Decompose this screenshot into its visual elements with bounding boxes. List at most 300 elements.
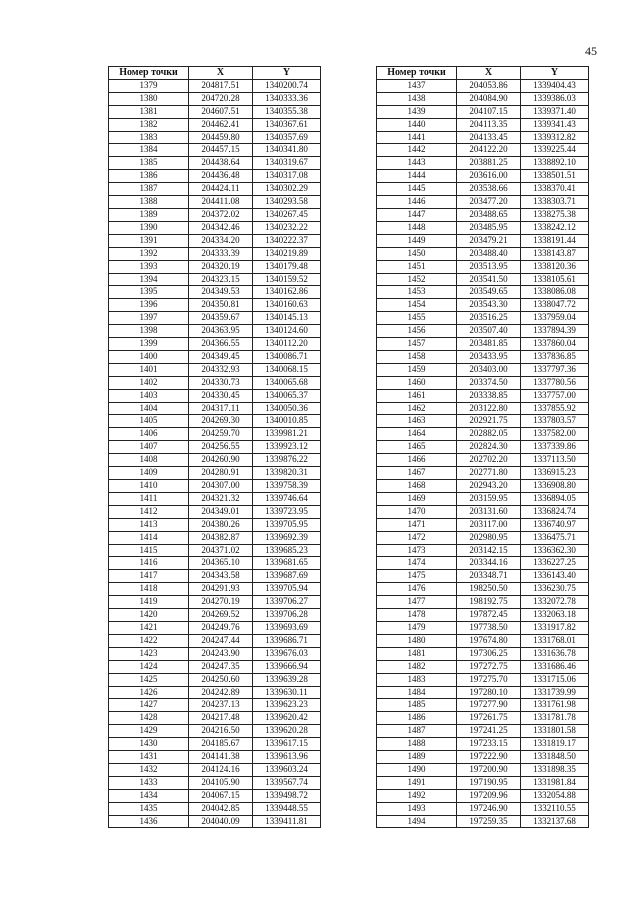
x-coordinate-cell: 204320.19 [189, 260, 253, 273]
table-body-left [109, 79, 321, 828]
point-number-cell: 1437 [377, 79, 457, 92]
x-coordinate-cell: 197872.45 [457, 609, 521, 622]
table-row [377, 157, 589, 170]
table-row [377, 751, 589, 764]
table-row [109, 583, 321, 596]
table-row [377, 350, 589, 363]
y-coordinate-cell: 1339705.94 [253, 583, 321, 596]
point-number-cell: 1408 [109, 454, 189, 467]
y-coordinate-cell: 1339758.39 [253, 480, 321, 493]
y-coordinate-cell: 1339613.96 [253, 751, 321, 764]
y-coordinate-cell: 1339666.94 [253, 660, 321, 673]
page-number: 45 [585, 44, 597, 58]
point-number-cell: 1424 [109, 660, 189, 673]
y-coordinate-cell: 1339603.24 [253, 763, 321, 776]
table-row [377, 660, 589, 673]
y-coordinate-cell: 1339681.65 [253, 557, 321, 570]
x-coordinate-cell: 204349.01 [189, 505, 253, 518]
point-number-cell: 1484 [377, 686, 457, 699]
x-coordinate-cell: 197306.25 [457, 647, 521, 660]
table-row [109, 673, 321, 686]
table-row [109, 170, 321, 183]
y-coordinate-cell: 1340145.13 [253, 312, 321, 325]
point-number-cell: 1402 [109, 376, 189, 389]
table-row [377, 183, 589, 196]
point-number-cell: 1404 [109, 402, 189, 415]
table-row [377, 325, 589, 338]
table-row [377, 170, 589, 183]
point-number-cell: 1389 [109, 208, 189, 221]
y-coordinate-cell: 1339498.72 [253, 789, 321, 802]
point-number-cell: 1434 [109, 789, 189, 802]
x-coordinate-cell: 204250.60 [189, 673, 253, 686]
point-number-cell: 1491 [377, 776, 457, 789]
table-row [109, 234, 321, 247]
x-coordinate-cell: 204307.00 [189, 480, 253, 493]
x-coordinate-cell: 202980.95 [457, 531, 521, 544]
x-coordinate-cell: 202702.20 [457, 454, 521, 467]
header-x: X [457, 67, 521, 80]
x-coordinate-cell: 204185.67 [189, 738, 253, 751]
table-row [377, 299, 589, 312]
y-coordinate-cell: 1331768.01 [521, 634, 589, 647]
point-number-cell: 1494 [377, 815, 457, 828]
point-number-cell: 1384 [109, 144, 189, 157]
point-number-cell: 1410 [109, 480, 189, 493]
x-coordinate-cell: 197259.35 [457, 815, 521, 828]
y-coordinate-cell: 1339312.82 [521, 131, 589, 144]
x-coordinate-cell: 204256.55 [189, 441, 253, 454]
table-row [109, 480, 321, 493]
point-number-cell: 1394 [109, 273, 189, 286]
y-coordinate-cell: 1337339.86 [521, 441, 589, 454]
point-number-cell: 1380 [109, 92, 189, 105]
y-coordinate-cell: 1337582.00 [521, 428, 589, 441]
table-row [109, 660, 321, 673]
table-row [377, 647, 589, 660]
x-coordinate-cell: 203538.66 [457, 183, 521, 196]
y-coordinate-cell: 1340162.86 [253, 286, 321, 299]
x-coordinate-cell: 204053.86 [457, 79, 521, 92]
y-coordinate-cell: 1331715.06 [521, 673, 589, 686]
x-coordinate-cell: 204359.67 [189, 312, 253, 325]
y-coordinate-cell: 1336227.25 [521, 557, 589, 570]
y-coordinate-cell: 1339639.28 [253, 673, 321, 686]
table-row [377, 686, 589, 699]
table-row [377, 480, 589, 493]
table-row [109, 441, 321, 454]
point-number-cell: 1405 [109, 415, 189, 428]
x-coordinate-cell: 204317.11 [189, 402, 253, 415]
point-number-cell: 1442 [377, 144, 457, 157]
y-coordinate-cell: 1339386.03 [521, 92, 589, 105]
x-coordinate-cell: 204321.32 [189, 492, 253, 505]
y-coordinate-cell: 1339371.40 [521, 105, 589, 118]
table-row [377, 105, 589, 118]
table-row [109, 325, 321, 338]
x-coordinate-cell: 197277.90 [457, 699, 521, 712]
point-number-cell: 1423 [109, 647, 189, 660]
point-number-cell: 1461 [377, 389, 457, 402]
x-coordinate-cell: 203549.65 [457, 286, 521, 299]
point-number-cell: 1388 [109, 196, 189, 209]
point-number-cell: 1463 [377, 415, 457, 428]
y-coordinate-cell: 1340367.61 [253, 118, 321, 131]
x-coordinate-cell: 203541.50 [457, 273, 521, 286]
x-coordinate-cell: 204247.35 [189, 660, 253, 673]
table-row [109, 454, 321, 467]
table-row [109, 312, 321, 325]
x-coordinate-cell: 203477.20 [457, 196, 521, 209]
table-row [109, 763, 321, 776]
table-row [109, 273, 321, 286]
point-number-cell: 1440 [377, 118, 457, 131]
x-coordinate-cell: 204107.15 [457, 105, 521, 118]
x-coordinate-cell: 202921.75 [457, 415, 521, 428]
table-row [377, 467, 589, 480]
point-number-cell: 1447 [377, 208, 457, 221]
table-row [377, 286, 589, 299]
y-coordinate-cell: 1340222.37 [253, 234, 321, 247]
table-row [377, 208, 589, 221]
x-coordinate-cell: 204334.20 [189, 234, 253, 247]
y-coordinate-cell: 1339692.39 [253, 531, 321, 544]
table-header-row [109, 67, 321, 80]
table-row [109, 531, 321, 544]
x-coordinate-cell: 204113.35 [457, 118, 521, 131]
point-number-cell: 1399 [109, 338, 189, 351]
y-coordinate-cell: 1338191.44 [521, 234, 589, 247]
x-coordinate-cell: 204269.52 [189, 609, 253, 622]
point-number-cell: 1446 [377, 196, 457, 209]
x-coordinate-cell: 203122.80 [457, 402, 521, 415]
x-coordinate-cell: 204342.46 [189, 221, 253, 234]
table-row [377, 763, 589, 776]
x-coordinate-cell: 204330.45 [189, 389, 253, 402]
point-number-cell: 1395 [109, 286, 189, 299]
point-number-cell: 1443 [377, 157, 457, 170]
y-coordinate-cell: 1340200.74 [253, 79, 321, 92]
point-number-cell: 1460 [377, 376, 457, 389]
x-coordinate-cell: 204242.89 [189, 686, 253, 699]
y-coordinate-cell: 1340065.68 [253, 376, 321, 389]
header-point: Номер точки [377, 67, 457, 80]
point-number-cell: 1485 [377, 699, 457, 712]
table-row [377, 196, 589, 209]
point-number-cell: 1415 [109, 544, 189, 557]
table-header-row [377, 67, 589, 80]
x-coordinate-cell: 204124.16 [189, 763, 253, 776]
x-coordinate-cell: 197241.25 [457, 725, 521, 738]
y-coordinate-cell: 1337803.57 [521, 415, 589, 428]
table-row [109, 544, 321, 557]
y-coordinate-cell: 1340355.38 [253, 105, 321, 118]
point-number-cell: 1457 [377, 338, 457, 351]
y-coordinate-cell: 1340112.20 [253, 338, 321, 351]
y-coordinate-cell: 1339706.27 [253, 596, 321, 609]
x-coordinate-cell: 204067.15 [189, 789, 253, 802]
point-number-cell: 1489 [377, 751, 457, 764]
table-row [109, 815, 321, 828]
point-number-cell: 1429 [109, 725, 189, 738]
coordinates-table-left [108, 66, 321, 828]
point-number-cell: 1448 [377, 221, 457, 234]
point-number-cell: 1400 [109, 350, 189, 363]
y-coordinate-cell: 1331636.78 [521, 647, 589, 660]
y-coordinate-cell: 1337894.39 [521, 325, 589, 338]
point-number-cell: 1452 [377, 273, 457, 286]
y-coordinate-cell: 1339341.43 [521, 118, 589, 131]
x-coordinate-cell: 204720.28 [189, 92, 253, 105]
point-number-cell: 1444 [377, 170, 457, 183]
point-number-cell: 1393 [109, 260, 189, 273]
point-number-cell: 1428 [109, 712, 189, 725]
point-number-cell: 1412 [109, 505, 189, 518]
x-coordinate-cell: 204438.64 [189, 157, 253, 170]
x-coordinate-cell: 204462.41 [189, 118, 253, 131]
table-row [109, 712, 321, 725]
point-number-cell: 1454 [377, 299, 457, 312]
table-row [377, 376, 589, 389]
table-row [377, 544, 589, 557]
point-number-cell: 1414 [109, 531, 189, 544]
y-coordinate-cell: 1339404.43 [521, 79, 589, 92]
x-coordinate-cell: 204424.11 [189, 183, 253, 196]
point-number-cell: 1481 [377, 647, 457, 660]
y-coordinate-cell: 1337860.04 [521, 338, 589, 351]
y-coordinate-cell: 1336143.40 [521, 570, 589, 583]
x-coordinate-cell: 197246.90 [457, 802, 521, 815]
point-number-cell: 1449 [377, 234, 457, 247]
y-coordinate-cell: 1338120.36 [521, 260, 589, 273]
table-row [377, 738, 589, 751]
table-row [377, 441, 589, 454]
point-number-cell: 1469 [377, 492, 457, 505]
table-row [109, 144, 321, 157]
x-coordinate-cell: 204217.48 [189, 712, 253, 725]
point-number-cell: 1387 [109, 183, 189, 196]
x-coordinate-cell: 203479.21 [457, 234, 521, 247]
point-number-cell: 1470 [377, 505, 457, 518]
x-coordinate-cell: 204459.80 [189, 131, 253, 144]
point-number-cell: 1441 [377, 131, 457, 144]
y-coordinate-cell: 1332063.18 [521, 609, 589, 622]
point-number-cell: 1487 [377, 725, 457, 738]
x-coordinate-cell: 204607.51 [189, 105, 253, 118]
x-coordinate-cell: 204247.44 [189, 634, 253, 647]
table-row [109, 157, 321, 170]
x-coordinate-cell: 203131.60 [457, 505, 521, 518]
point-number-cell: 1413 [109, 518, 189, 531]
x-coordinate-cell: 204363.95 [189, 325, 253, 338]
y-coordinate-cell: 1337855.92 [521, 402, 589, 415]
point-number-cell: 1403 [109, 389, 189, 402]
x-coordinate-cell: 204270.19 [189, 596, 253, 609]
point-number-cell: 1472 [377, 531, 457, 544]
point-number-cell: 1458 [377, 350, 457, 363]
table-row [109, 183, 321, 196]
x-coordinate-cell: 204105.90 [189, 776, 253, 789]
point-number-cell: 1409 [109, 467, 189, 480]
y-coordinate-cell: 1340319.67 [253, 157, 321, 170]
table-row [109, 621, 321, 634]
table-row [377, 557, 589, 570]
point-number-cell: 1451 [377, 260, 457, 273]
point-number-cell: 1488 [377, 738, 457, 751]
table-row [109, 260, 321, 273]
point-number-cell: 1383 [109, 131, 189, 144]
point-number-cell: 1465 [377, 441, 457, 454]
point-number-cell: 1473 [377, 544, 457, 557]
point-number-cell: 1445 [377, 183, 457, 196]
x-coordinate-cell: 204382.87 [189, 531, 253, 544]
table-row [109, 428, 321, 441]
y-coordinate-cell: 1338047.72 [521, 299, 589, 312]
point-number-cell: 1421 [109, 621, 189, 634]
table-row [377, 118, 589, 131]
y-coordinate-cell: 1336824.74 [521, 505, 589, 518]
table-row [377, 312, 589, 325]
y-coordinate-cell: 1337797.36 [521, 363, 589, 376]
y-coordinate-cell: 1338242.12 [521, 221, 589, 234]
table-row [377, 79, 589, 92]
y-coordinate-cell: 1331819.17 [521, 738, 589, 751]
y-coordinate-cell: 1340357.69 [253, 131, 321, 144]
y-coordinate-cell: 1337836.85 [521, 350, 589, 363]
x-coordinate-cell: 204349.45 [189, 350, 253, 363]
table-row [377, 92, 589, 105]
x-coordinate-cell: 204371.02 [189, 544, 253, 557]
point-number-cell: 1381 [109, 105, 189, 118]
table-row [109, 596, 321, 609]
point-number-cell: 1486 [377, 712, 457, 725]
table-row [109, 247, 321, 260]
x-coordinate-cell: 203488.40 [457, 247, 521, 260]
x-coordinate-cell: 204243.90 [189, 647, 253, 660]
x-coordinate-cell: 197190.95 [457, 776, 521, 789]
table-row [109, 518, 321, 531]
y-coordinate-cell: 1339620.28 [253, 725, 321, 738]
table-row [377, 144, 589, 157]
y-coordinate-cell: 1338275.38 [521, 208, 589, 221]
header-x: X [189, 67, 253, 80]
x-coordinate-cell: 204280.91 [189, 467, 253, 480]
table-row [377, 428, 589, 441]
x-coordinate-cell: 204259.70 [189, 428, 253, 441]
table-row [109, 776, 321, 789]
table-row [109, 196, 321, 209]
table-row [377, 221, 589, 234]
point-number-cell: 1386 [109, 170, 189, 183]
point-number-cell: 1396 [109, 299, 189, 312]
table-row [109, 634, 321, 647]
point-number-cell: 1435 [109, 802, 189, 815]
table-row [377, 802, 589, 815]
table-row [109, 505, 321, 518]
point-number-cell: 1418 [109, 583, 189, 596]
header-point: Номер точки [109, 67, 189, 80]
x-coordinate-cell: 204249.76 [189, 621, 253, 634]
x-coordinate-cell: 197261.75 [457, 712, 521, 725]
table-row [109, 647, 321, 660]
point-number-cell: 1483 [377, 673, 457, 686]
table-row [109, 570, 321, 583]
point-number-cell: 1467 [377, 467, 457, 480]
table-row [109, 492, 321, 505]
table-row [377, 247, 589, 260]
x-coordinate-cell: 204365.10 [189, 557, 253, 570]
table-row [377, 454, 589, 467]
y-coordinate-cell: 1336894.05 [521, 492, 589, 505]
point-number-cell: 1492 [377, 789, 457, 802]
point-number-cell: 1493 [377, 802, 457, 815]
y-coordinate-cell: 1331917.82 [521, 621, 589, 634]
point-number-cell: 1464 [377, 428, 457, 441]
y-coordinate-cell: 1340267.45 [253, 208, 321, 221]
table-row [377, 570, 589, 583]
x-coordinate-cell: 204291.93 [189, 583, 253, 596]
x-coordinate-cell: 203142.15 [457, 544, 521, 557]
y-coordinate-cell: 1340160.63 [253, 299, 321, 312]
x-coordinate-cell: 204366.55 [189, 338, 253, 351]
y-coordinate-cell: 1339923.12 [253, 441, 321, 454]
table-row [109, 376, 321, 389]
point-number-cell: 1416 [109, 557, 189, 570]
y-coordinate-cell: 1340050.36 [253, 402, 321, 415]
x-coordinate-cell: 203513.95 [457, 260, 521, 273]
point-number-cell: 1459 [377, 363, 457, 376]
x-coordinate-cell: 204817.51 [189, 79, 253, 92]
y-coordinate-cell: 1340232.22 [253, 221, 321, 234]
table-row [109, 363, 321, 376]
point-number-cell: 1391 [109, 234, 189, 247]
y-coordinate-cell: 1332072.78 [521, 596, 589, 609]
point-number-cell: 1379 [109, 79, 189, 92]
point-number-cell: 1476 [377, 583, 457, 596]
x-coordinate-cell: 203516.25 [457, 312, 521, 325]
table-row [377, 596, 589, 609]
table-row [109, 338, 321, 351]
point-number-cell: 1466 [377, 454, 457, 467]
table-row [109, 208, 321, 221]
x-coordinate-cell: 198250.50 [457, 583, 521, 596]
y-coordinate-cell: 1340124.60 [253, 325, 321, 338]
x-coordinate-cell: 204349.53 [189, 286, 253, 299]
x-coordinate-cell: 204237.13 [189, 699, 253, 712]
point-number-cell: 1436 [109, 815, 189, 828]
y-coordinate-cell: 1332110.55 [521, 802, 589, 815]
y-coordinate-cell: 1339686.71 [253, 634, 321, 647]
point-number-cell: 1431 [109, 751, 189, 764]
table-row [109, 92, 321, 105]
table-row [109, 751, 321, 764]
x-coordinate-cell: 202943.20 [457, 480, 521, 493]
y-coordinate-cell: 1339620.42 [253, 712, 321, 725]
table-row [109, 299, 321, 312]
table-row [109, 389, 321, 402]
x-coordinate-cell: 197222.90 [457, 751, 521, 764]
x-coordinate-cell: 203481.85 [457, 338, 521, 351]
table-row [377, 673, 589, 686]
table-row [377, 363, 589, 376]
x-coordinate-cell: 203338.85 [457, 389, 521, 402]
y-coordinate-cell: 1331686.46 [521, 660, 589, 673]
table-row [109, 686, 321, 699]
y-coordinate-cell: 1338105.61 [521, 273, 589, 286]
y-coordinate-cell: 1339225.44 [521, 144, 589, 157]
y-coordinate-cell: 1337113.50 [521, 454, 589, 467]
y-coordinate-cell: 1339687.69 [253, 570, 321, 583]
